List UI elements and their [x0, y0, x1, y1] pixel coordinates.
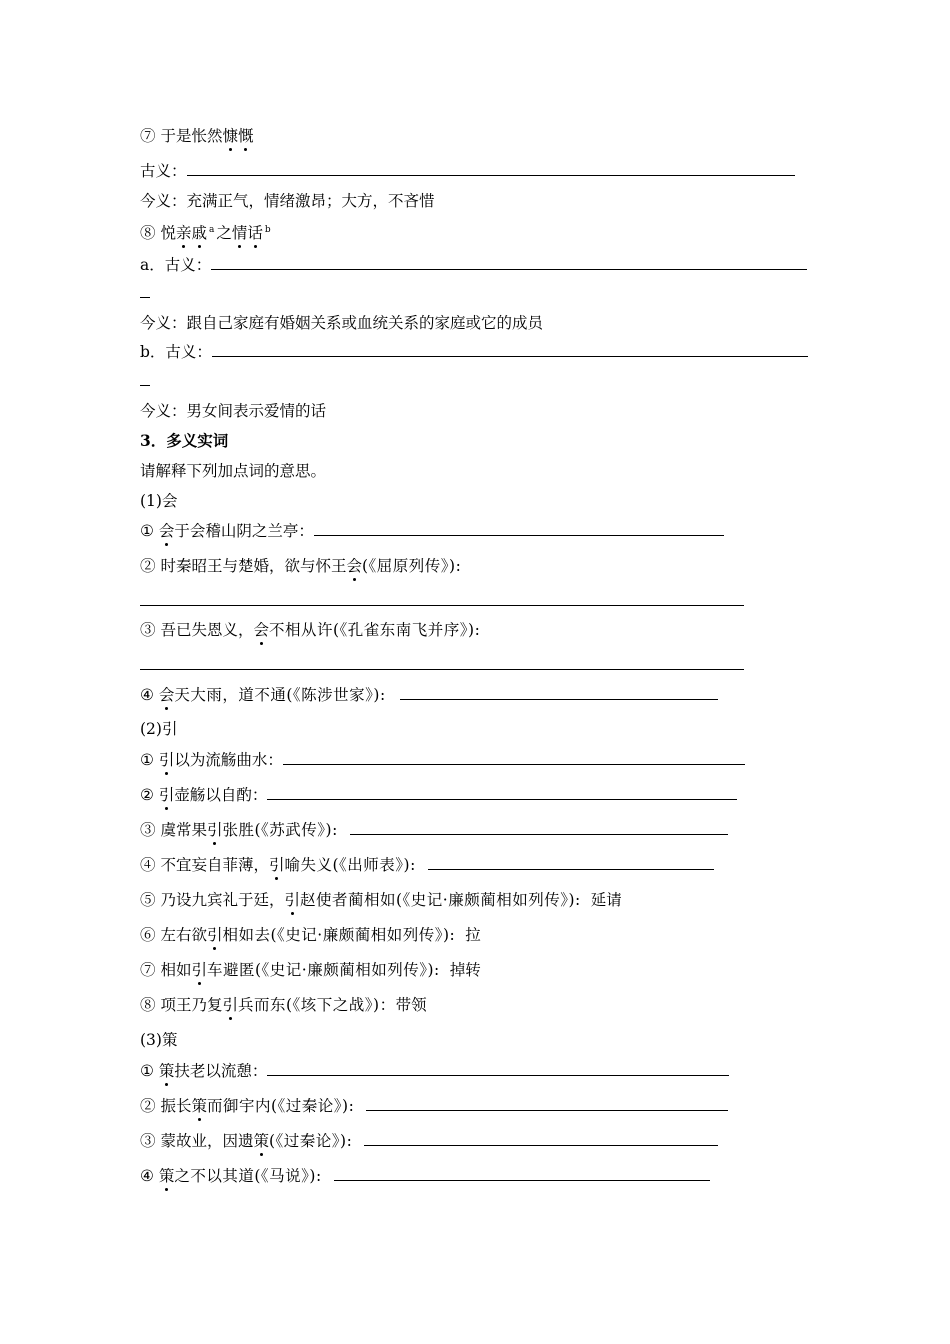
dotted-char: 会	[158, 686, 175, 704]
dotted-char: 引	[158, 751, 175, 769]
ce-item-1: ① 策扶老以流憩：	[140, 1061, 729, 1081]
answer-blank[interactable]	[283, 750, 745, 765]
dotted-char: 引	[268, 856, 285, 874]
answer-blank[interactable]	[334, 1166, 710, 1181]
answer-text: 拉	[465, 926, 481, 944]
ce-item-2: ② 振长策而御宇内(《过秦论》):	[140, 1096, 728, 1116]
answer-blank[interactable]	[212, 342, 808, 357]
dotted-char: 策	[253, 1132, 269, 1150]
yin-item-1: ① 引以为流觞曲水：	[140, 750, 745, 770]
ce-item-4: ④ 策之不以其道(《马说》):	[140, 1166, 710, 1186]
answer-blank[interactable]	[314, 521, 724, 536]
dotted-char: 慷	[222, 127, 238, 145]
instruction: 请解释下列加点词的意思。	[140, 462, 327, 480]
dotted-char: 策	[158, 1062, 175, 1080]
answer-blank[interactable]	[350, 820, 728, 835]
dotted-char: 引	[206, 821, 223, 839]
dotted-char: 话	[247, 224, 263, 243]
answer-text: 带领	[395, 996, 427, 1014]
answer-blank[interactable]	[400, 685, 718, 700]
yin-item-8: ⑧ 项王乃复引兵而东(《垓下之战》)：带领	[140, 996, 427, 1014]
item-8a-modern-meaning: 今义：跟自己家庭有婚姻关系或血统关系的家庭或它的成员	[140, 314, 544, 332]
superscript-b: b	[264, 225, 271, 235]
superscript-a: a	[208, 225, 215, 235]
answer-blank[interactable]	[428, 855, 714, 870]
dotted-char: 情	[231, 224, 248, 243]
dotted-char: 会	[158, 522, 175, 540]
answer-blank[interactable]	[140, 669, 744, 670]
dotted-char: 会	[253, 621, 269, 639]
dotted-char: 引	[158, 786, 175, 804]
subsection-heading: (3)策	[140, 1031, 178, 1049]
item-7: ⑦ 于是怅然慷慨	[140, 127, 254, 145]
answer-blank[interactable]	[211, 255, 807, 270]
dotted-char: 引	[284, 891, 300, 909]
item-8: ⑧ 悦亲戚 $^a$ 之情话 $^b$	[140, 224, 271, 243]
hui-item-3: ③ 吾已失恩义，会不相从许(《孔雀东南飞并序》):	[140, 621, 481, 639]
answer-blank[interactable]	[187, 161, 795, 176]
item-8b-modern-meaning: 今义：男女间表示爱情的话	[140, 402, 327, 420]
dotted-char: 戚	[191, 224, 207, 243]
wrap-blank[interactable]	[140, 371, 150, 391]
dotted-char: 策	[158, 1167, 175, 1185]
dotted-char: 慨	[237, 127, 254, 145]
answer-text: 延请	[590, 891, 622, 909]
answer-blank[interactable]	[366, 1096, 728, 1111]
dotted-char: 亲	[175, 224, 192, 243]
subsection-heading: (2)引	[140, 720, 178, 738]
item-7-modern-meaning: 今义：充满正气，情绪激昂；大方，不吝惜	[140, 192, 435, 210]
yin-item-5: ⑤ 乃设九宾礼于廷，引赵使者蔺相如(《史记·廉颇蔺相如列传》): 延请	[140, 891, 622, 909]
wrap-blank[interactable]	[140, 283, 150, 303]
hui-item-2: ② 时秦昭王与楚婚，欲与怀王会(《屈原列传》):	[140, 557, 462, 575]
answer-text: 掉转	[449, 961, 481, 979]
answer-blank[interactable]	[364, 1131, 718, 1146]
dotted-char: 引	[222, 996, 238, 1014]
yin-item-2: ② 引壶觞以自酌：	[140, 785, 737, 805]
item-8a-ancient-meaning: a．古义：	[140, 255, 807, 275]
yin-item-4: ④ 不宜妄自菲薄，引喻失义(《出师表》):	[140, 855, 714, 875]
answer-blank[interactable]	[140, 605, 744, 606]
dotted-char: 引	[206, 926, 223, 944]
ce-item-3: ③ 蒙故业，因遗策(《过秦论》):	[140, 1131, 718, 1151]
yin-item-7: ⑦ 相如引车避匿(《史记·廉颇蔺相如列传》): 掉转	[140, 961, 481, 979]
answer-blank[interactable]	[267, 785, 737, 800]
yin-item-6: ⑥ 左右欲引相如去(《史记·廉颇蔺相如列传》): 拉	[140, 926, 481, 944]
section-title: 3．多义实词	[140, 431, 229, 450]
item-8b-ancient-meaning: b．古义：	[140, 342, 808, 362]
subsection-heading: (1)会	[140, 492, 178, 510]
item-7-ancient-meaning: 古义：	[140, 161, 795, 181]
dotted-char: 策	[191, 1097, 207, 1115]
yin-item-3: ③ 虞常果引张胜(《苏武传》):	[140, 820, 728, 840]
hui-item-4: ④ 会天大雨，道不通(《陈涉世家》):	[140, 685, 718, 705]
answer-blank[interactable]	[267, 1061, 729, 1076]
dotted-char: 引	[191, 961, 207, 979]
hui-item-1: ① 会于会稽山阴之兰亭：	[140, 521, 724, 541]
dotted-char: 会	[346, 557, 362, 575]
